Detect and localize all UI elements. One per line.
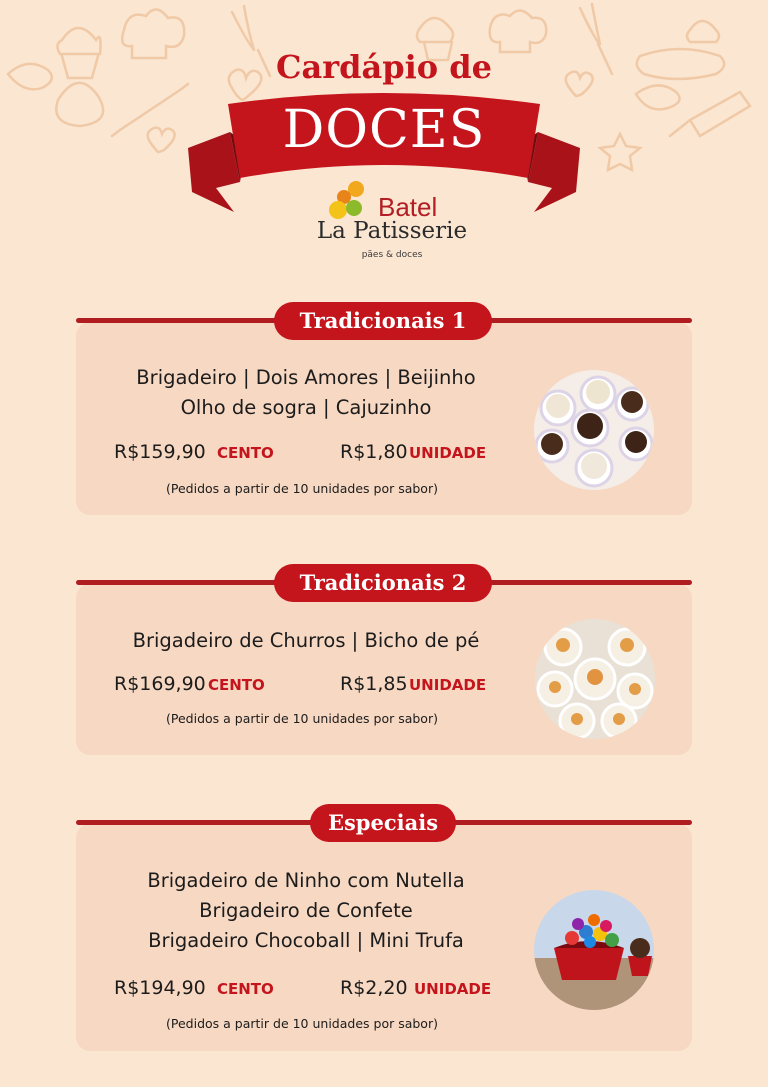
label-cento: CENTO [208,676,265,694]
section-tradicionais-1 [76,300,692,516]
item-line: Brigadeiro de Confete [199,899,413,922]
label-unidade: UNIDADE [409,444,487,462]
price-cento: R$169,90 [114,673,206,695]
section-title: Tradicionais 1 [274,302,492,340]
order-note: (Pedidos a partir de 10 unidades por sabor) [166,481,438,496]
item-line: Olho de sogra | Cajuzinho [180,396,432,419]
label-unidade: UNIDADE [409,676,487,694]
churros-brigadeiros-photo-icon [533,617,657,741]
item-line: Brigadeiro Chocoball | Mini Trufa [148,929,464,952]
logo-tagline: pães & doces [361,250,423,260]
section-title: Tradicionais 2 [274,564,492,602]
order-note: (Pedidos a partir de 10 unidades por sabor) [166,1016,438,1031]
price-unidade: R$1,85 [340,673,408,695]
section-especiais [76,802,692,1052]
menu-title: Cardápio de [276,48,492,86]
confete-brigadeiro-photo-icon [532,888,656,1012]
item-line: Brigadeiro de Ninho com Nutella [147,869,465,892]
label-cento: CENTO [217,980,274,998]
label-unidade: UNIDADE [414,980,492,998]
item-line: Brigadeiro | Dois Amores | Beijinho [136,366,476,389]
ribbon-title: DOCES [282,100,486,160]
price-cento: R$194,90 [114,977,206,999]
logo-name: La Patisserie [316,218,468,244]
section-title: Especiais [310,804,456,842]
label-cento: CENTO [217,444,274,462]
brand-logo [312,178,472,268]
price-cento: R$159,90 [114,441,206,463]
price-unidade: R$2,20 [340,977,408,999]
logo-circles-icon [328,180,368,220]
item-line: Brigadeiro de Churros | Bicho de pé [132,629,480,652]
logo-brand: Batel [378,192,438,222]
order-note: (Pedidos a partir de 10 unidades por sabor) [166,711,438,726]
brigadeiros-photo-icon [532,368,656,492]
section-tradicionais-2 [76,562,692,756]
price-unidade: R$1,80 [340,441,408,463]
